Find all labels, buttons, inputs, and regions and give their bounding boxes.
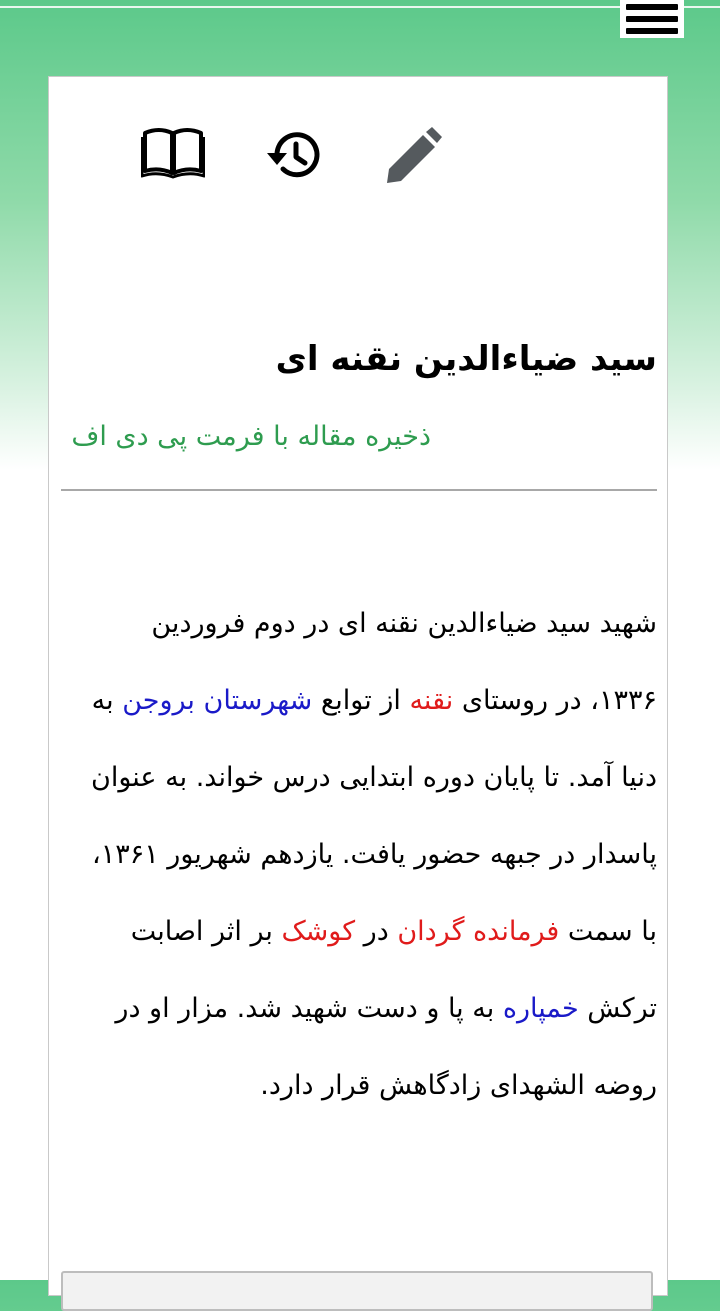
link-battalion-commander[interactable]: فرمانده گردان (397, 916, 560, 947)
article-text: شهید سید ضیاءالدین نقنه ای در دوم فروردین ۱۳۳۶، در روستای (151, 608, 657, 716)
link-naghneh[interactable]: نقنه (409, 685, 454, 716)
bottom-info-box (61, 1271, 653, 1311)
menu-bar-2 (626, 16, 678, 22)
link-mortar[interactable]: خمپاره (502, 993, 579, 1024)
link-borujen-county[interactable]: شهرستان بروجن (122, 685, 313, 716)
article-text: به پا و دست شهید شد. مزار او در روضه الشهدای زادگاهش قرار دارد. (115, 993, 657, 1101)
menu-bar-1 (626, 4, 678, 10)
open-book-icon[interactable] (141, 125, 205, 179)
article-title: سید ضیاءالدین نقنه ای (275, 339, 657, 379)
hamburger-menu-button[interactable] (620, 0, 684, 38)
article-card (48, 76, 668, 1296)
article-text: بر اثر اصابت ترکش (130, 916, 657, 1024)
article-text: به دنیا آمد. تا پایان دوره ابتدایی درس خواند. به عنوان پاسدار در جبهه حضور یافت. یازدهم شهریور ۱۳۶۱، با سمت (91, 685, 657, 947)
divider (61, 489, 657, 491)
article-text: از توابع (312, 685, 410, 716)
top-accent-line (0, 6, 720, 8)
pencil-edit-icon[interactable] (383, 127, 443, 185)
menu-bar-3 (626, 28, 678, 34)
save-as-pdf-link[interactable]: ذخیره مقاله با فرمت پی دی اف (71, 421, 431, 452)
article-body (85, 585, 657, 1124)
link-kushk[interactable]: کوشک (281, 916, 356, 947)
history-icon[interactable] (263, 129, 321, 181)
article-text: در (355, 916, 398, 947)
